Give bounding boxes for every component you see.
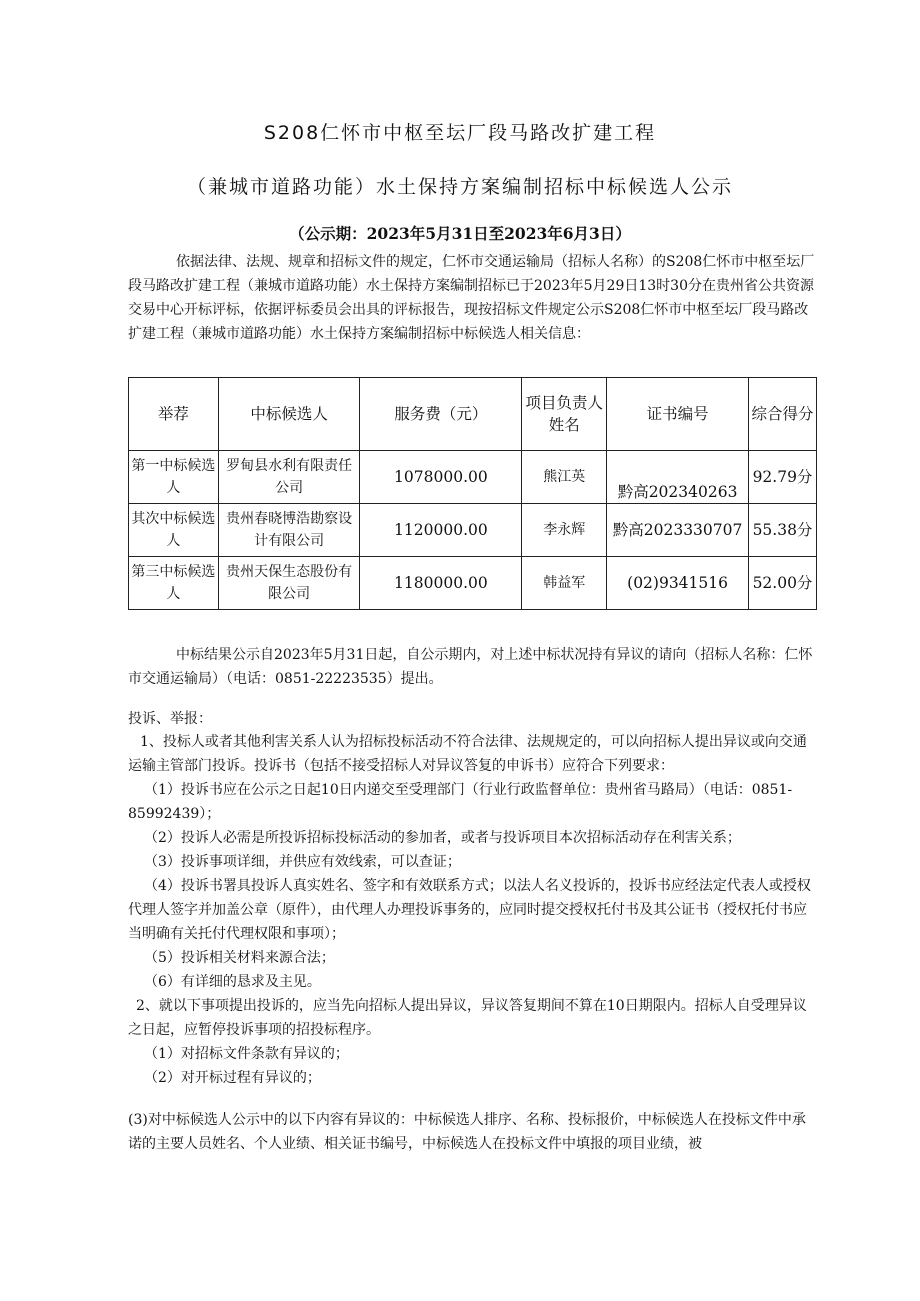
manager-cell: 韩益军	[522, 557, 607, 610]
doc-title-line2: （兼城市道路功能）水土保持方案编制招标中标候选人公示	[186, 176, 733, 198]
header-cell: 项目负责人姓名	[522, 378, 607, 451]
header-cell: 服务费（元）	[360, 378, 522, 451]
complaint-heading: 投诉、举报：	[128, 711, 212, 727]
table-header-row	[129, 378, 817, 451]
complaint-item-1-1: （1）投诉书应在公示之日起10日内递交至受理部门（行业行政监督单位：贵州省马路局）（电话：0851-85992439）；	[128, 782, 793, 822]
fee-cell: 1078000.00	[360, 451, 522, 504]
candidate-cell: 罗甸县水利有限责任公司	[218, 451, 360, 504]
score-cell: 52.00分	[749, 557, 817, 610]
complaint-item-2-3: (3)对中标候选人公示中的以下内容有异议的：中标候选人排序、名称、投标报价，中标候选人在投标文件中承诺的主要人员姓名、个人业绩、相关证书编号，中标候选人在投标文件中填报的项目业绩，被	[128, 1112, 806, 1152]
table-row	[129, 451, 817, 504]
rank-cell: 第三中标候选人	[129, 557, 219, 610]
rank-cell: 其次中标候选人	[129, 504, 219, 557]
candidate-cell: 贵州天保生态股份有限公司	[218, 557, 360, 610]
fee-cell: 1180000.00	[360, 557, 522, 610]
complaint-item-1-2: （2）投诉人必需是所投诉招标投标活动的参加者，或者与投诉项目本次招标活动存在利害关系；	[144, 830, 741, 846]
header-cell: 证书编号	[607, 378, 749, 451]
header-cell: 综合得分	[749, 378, 817, 451]
rank-cell: 第一中标候选人	[129, 451, 219, 504]
manager-cell: 熊江英	[522, 451, 607, 504]
result-notice: 中标结果公示自2023年5月31日起，自公示期内，对上述中标状况持有异议的请向（招标人名称：仁怀市交通运输局）（电话：0851-22223535）提出。	[128, 647, 813, 687]
header-cell: 举荐	[129, 378, 219, 451]
complaint-item-2: 2、就以下事项提出投诉的，应当先向招标人提出异议，异议答复期间不算在10日期限内。招标人自受理异议之日起，应暂停投诉事项的招投标程序。	[128, 998, 807, 1038]
complaint-item-1-6: （6）有详细的恳求及主见。	[144, 974, 321, 990]
doc-title-line1: S208仁怀市中枢至坛厂段马路改扩建工程	[263, 122, 657, 144]
candidate-cell: 贵州春晓博浩勘察设计有限公司	[218, 504, 360, 557]
table-row	[129, 504, 817, 557]
complaint-item-1-5: （5）投诉相关材料来源合法；	[144, 950, 335, 966]
manager-cell: 李永辉	[522, 504, 607, 557]
header-cell: 中标候选人	[218, 378, 360, 451]
intro-paragraph: 依据法律、法规、规章和招标文件的规定，仁怀市交通运输局（招标人名称）的S208仁怀市中枢至坛厂段马路改扩建工程（兼城市道路功能）水土保持方案编制招标已于2023年5月29日13时30分在贵州省公共资源交易中心开标评标，依据评标委员会出具的评标报告，现按招标文件规定公示S208仁怀市中枢至坛厂段马路改扩建工程（兼城市道路功能）水土保持方案编制招标中标候选人相关信息：	[128, 254, 815, 342]
certificate-cell: (02)9341516	[607, 557, 749, 610]
publicity-period: （公示期：2023年5月31日至2023年6月3日）	[289, 224, 631, 243]
certificate-cell: 黔高2023330707	[607, 504, 749, 557]
complaint-item-2-1: （1）对招标文件条款有异议的；	[144, 1046, 349, 1062]
complaint-item-1-3: （3）投诉事项详细，并供应有效线索，可以查证；	[144, 854, 461, 870]
score-cell: 92.79分	[749, 451, 817, 504]
complaint-item-2-2: （2）对开标过程有异议的；	[144, 1070, 321, 1086]
candidate-table	[128, 377, 817, 610]
certificate-cell: 黔高202340263	[607, 451, 749, 504]
score-cell: 55.38分	[749, 504, 817, 557]
complaint-item-1-4: （4）投诉书署具投诉人真实姓名、签字和有效联系方式；以法人名义投诉的，投诉书应经法定代表人或授权代理人签字并加盖公章（原件），由代理人办理投诉事务的，应同时提交授权托付书及其公证书（授权托付书应当明确有关托付代理权限和事项）；	[128, 878, 811, 942]
fee-cell: 1120000.00	[360, 504, 522, 557]
table-row	[129, 557, 817, 610]
complaint-item-1: 1、投标人或者其他利害关系人认为招标投标活动不符合法律、法规规定的，可以向招标人提出异议或向交通运输主管部门投诉。投诉书（包括不接受招标人对异议答复的申诉书）应符合下列要求：	[128, 734, 807, 774]
